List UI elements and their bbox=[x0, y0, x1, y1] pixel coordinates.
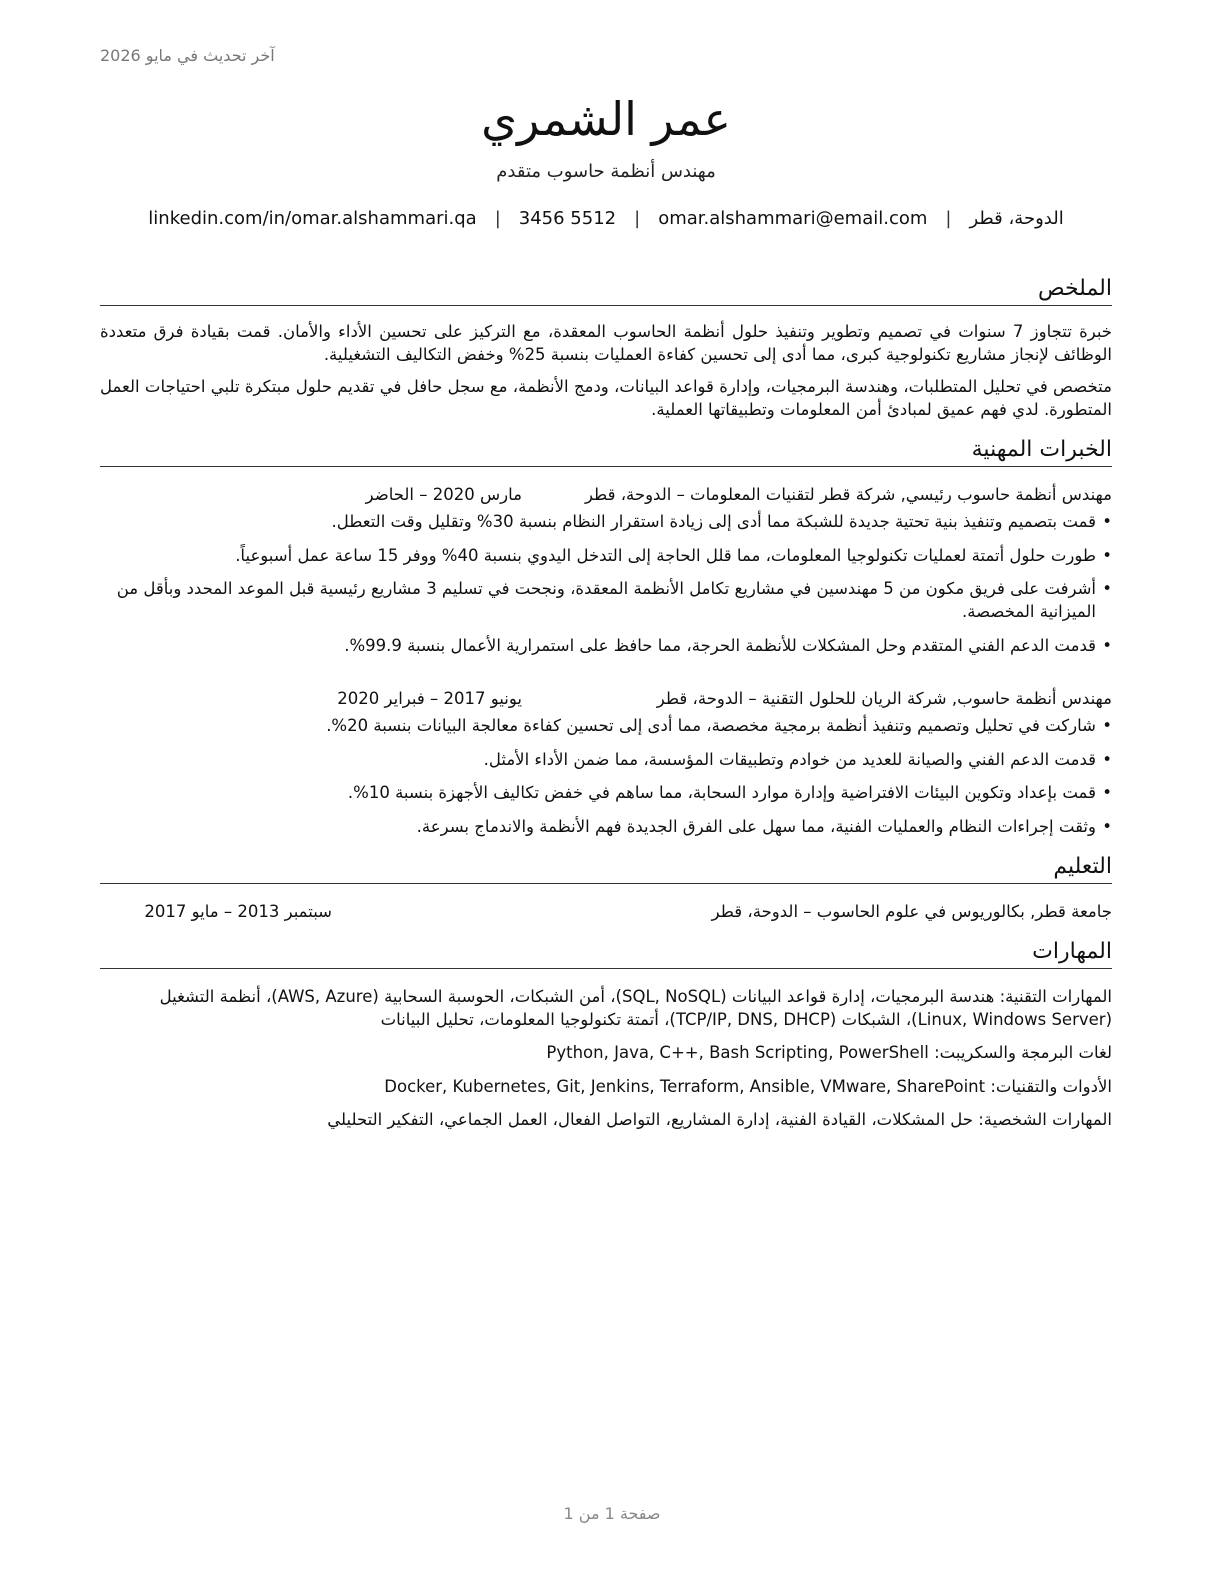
contact-separator: | bbox=[494, 208, 501, 230]
job-role: مهندس أنظمة حاسوب, شركة الريان للحلول التقنية – الدوحة، قطر bbox=[656, 689, 1112, 709]
contact-line bbox=[100, 208, 1112, 229]
job-bullet: • قمت بتصميم وتنفيذ بنية تحتية جديدة للشبكة مما أدى إلى زيادة استقرار النظام بنسبة 30% وتقليل وقت التعطل. bbox=[100, 510, 1112, 533]
skills-line-technical: المهارات التقنية: هندسة البرمجيات، إدارة قواعد البيانات (SQL, NoSQL)، أمن الشبكات، الحوسبة السحابية (AWS, Azure)، أنظمة التشغيل (Linux, Windows Server)، الشبكات (TCP/IP, DNS, DHCP)، أتمتة تكنولوجيا المعلومات، تحليل البيانات bbox=[159, 986, 1112, 1029]
job-bullets bbox=[100, 714, 1112, 838]
contact-separator: | bbox=[945, 208, 952, 230]
contact-linkedin[interactable]: linkedin.com/in/omar.alshammari.qa bbox=[148, 208, 477, 230]
job-header bbox=[100, 483, 1112, 506]
skills-line-soft: المهارات الشخصية: حل المشكلات، القيادة الفنية، إدارة المشاريع، التواصل الفعال، العمل الجماعي، التفكير التحليلي bbox=[327, 1110, 1112, 1130]
job-dates: مارس 2020 – الحاضر bbox=[365, 485, 522, 505]
education-school: جامعة قطر, بكالوريوس في علوم الحاسوب – الدوحة، قطر bbox=[711, 901, 1112, 921]
job-role: مهندس أنظمة حاسوب رئيسي, شركة قطر لتقنيات المعلومات – الدوحة، قطر bbox=[584, 485, 1112, 505]
summary-paragraph: متخصص في تحليل المتطلبات، وهندسة البرمجيات، وإدارة قواعد البيانات، ودمج الأنظمة، مع سجل حافل في تقديم حلول مبتكرة تلبي احتياجات العمل المتطورة. لدي فهم عميق لمبادئ أمن المعلومات وتطبيقاتها العملية. bbox=[100, 376, 1112, 419]
job-bullet: • طورت حلول أتمتة لعمليات تكنولوجيا المعلومات، مما قلل الحاجة إلى التدخل اليدوي بنسبة 40% ووفر 15 ساعة عمل أسبوعياً. bbox=[100, 544, 1112, 567]
skills-line-languages: لغات البرمجة والسكريبت: Python, Java, C++, Bash Scripting, PowerShell bbox=[546, 1043, 1112, 1063]
job-bullet: • شاركت في تحليل وتصميم وتنفيذ أنظمة برمجية مخصصة، مما أدى إلى تحسين كفاءة معالجة البيانات بنسبة 20%. bbox=[100, 714, 1112, 737]
skills-line-tools: الأدوات والتقنيات: Docker, Kubernetes, Git, Jenkins, Terraform, Ansible, VMware, SharePoint bbox=[384, 1076, 1112, 1096]
experience-section bbox=[100, 435, 1112, 838]
education-dates: سبتمبر 2013 – مايو 2017 bbox=[144, 901, 332, 921]
job-bullet: • قدمت الدعم الفني والصيانة للعديد من خوادم وتطبيقات المؤسسة، مما ضمن الأداء الأمثل. bbox=[100, 748, 1112, 771]
resume-header bbox=[100, 92, 1112, 229]
job-bullet: • قمت بإعداد وتكوين البيئات الافتراضية وإدارة موارد السحابة، مما ساهم في خفض تكاليف الأجهزة بنسبة 10%. bbox=[100, 781, 1112, 804]
job-header bbox=[100, 687, 1112, 710]
job-bullet: • وثقت إجراءات النظام والعمليات الفنية، مما سهل على الفرق الجديدة فهم الأنظمة والاندماج بسرعة. bbox=[100, 815, 1112, 838]
section-heading-education: التعليم bbox=[100, 852, 1112, 884]
education-entry bbox=[100, 900, 1112, 923]
contact-phone[interactable]: 3456 5512 bbox=[518, 208, 617, 230]
page-number: صفحة 1 من 1 bbox=[563, 1504, 661, 1523]
contact-email[interactable]: omar.alshammari@email.com bbox=[658, 208, 928, 230]
job-bullet: • أشرفت على فريق مكون من 5 مهندسين في مشاريع تكامل الأنظمة المعقدة، ونجحت في تسليم 3 مشاريع رئيسية قبل الموعد المحدد وبأقل من الميزانية المخصصة. bbox=[100, 577, 1112, 624]
candidate-name: عمر الشمري bbox=[481, 92, 731, 146]
contact-separator: | bbox=[634, 208, 641, 230]
section-heading-skills: المهارات bbox=[100, 937, 1112, 969]
candidate-title: مهندس أنظمة حاسوب متقدم bbox=[496, 161, 716, 183]
last-updated-note: آخر تحديث في مايو 2026 bbox=[100, 46, 275, 65]
job-dates: يونيو 2017 – فبراير 2020 bbox=[337, 689, 522, 709]
skills-section bbox=[100, 937, 1112, 1132]
summary-paragraph: خبرة تتجاوز 7 سنوات في تصميم وتطوير وتنفيذ حلول أنظمة الحاسوب المعقدة، مع التركيز على تحسين الأداء والأمان. قمت بقيادة فرق متعددة الوظائف لإنجاز مشاريع تكنولوجية كبرى، مما أدى إلى تحسين كفاءة العمليات بنسبة 25% وخفض التكاليف التشغيلية. bbox=[100, 321, 1112, 365]
job-entry bbox=[100, 687, 1112, 838]
resume-page bbox=[100, 0, 1112, 1584]
job-bullet: • قدمت الدعم الفني المتقدم وحل المشكلات للأنظمة الحرجة، مما حافظ على استمرارية الأعمال بنسبة 99.9%. bbox=[100, 634, 1112, 657]
section-heading-experience: الخبرات المهنية bbox=[100, 435, 1112, 467]
section-heading-summary: الملخص bbox=[100, 274, 1112, 306]
resume-body bbox=[100, 274, 1112, 1146]
contact-location: الدوحة، قطر bbox=[969, 208, 1064, 230]
education-section bbox=[100, 852, 1112, 923]
job-bullets bbox=[100, 510, 1112, 657]
summary-section bbox=[100, 274, 1112, 421]
job-entry bbox=[100, 483, 1112, 657]
